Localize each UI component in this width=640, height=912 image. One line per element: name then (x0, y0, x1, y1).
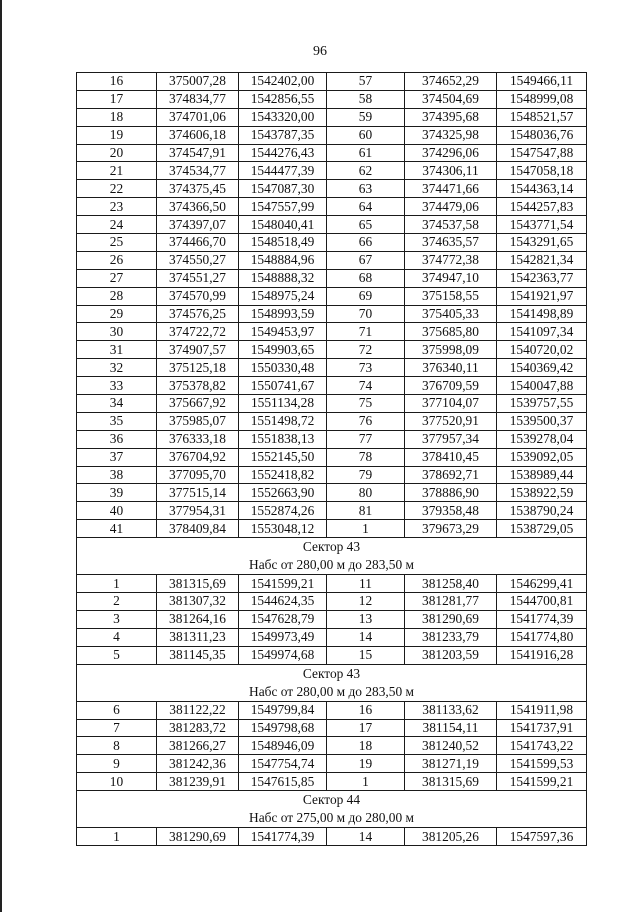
table-row (77, 90, 587, 108)
point-number-cell: 57 (327, 73, 405, 91)
x-coordinate-cell: 381239,91 (157, 773, 239, 791)
sector-header-row (77, 664, 587, 683)
y-coordinate-cell: 1548521,57 (497, 108, 587, 126)
y-coordinate-cell: 1548946,09 (239, 737, 327, 755)
point-number-cell: 60 (327, 126, 405, 144)
point-number-cell: 9 (77, 755, 157, 773)
y-coordinate-cell: 1553048,12 (239, 520, 327, 538)
point-number-cell: 28 (77, 287, 157, 305)
point-number-cell: 39 (77, 484, 157, 502)
y-coordinate-cell: 1548518,49 (239, 234, 327, 252)
point-number-cell: 2 (77, 593, 157, 611)
x-coordinate-cell: 374834,77 (157, 90, 239, 108)
point-number-cell: 12 (327, 593, 405, 611)
point-number-cell: 4 (77, 628, 157, 646)
point-number-cell: 27 (77, 269, 157, 287)
table-row (77, 251, 587, 269)
y-coordinate-cell: 1544477,39 (239, 162, 327, 180)
x-coordinate-cell: 374537,58 (405, 216, 497, 234)
y-coordinate-cell: 1548036,76 (497, 126, 587, 144)
point-number-cell: 24 (77, 216, 157, 234)
point-number-cell: 14 (327, 828, 405, 846)
x-coordinate-cell: 374395,68 (405, 108, 497, 126)
x-coordinate-cell: 376333,18 (157, 430, 239, 448)
table-row (77, 73, 587, 91)
y-coordinate-cell: 1539500,37 (497, 412, 587, 430)
table-row (77, 341, 587, 359)
x-coordinate-cell: 381258,40 (405, 575, 497, 593)
y-coordinate-cell: 1548975,24 (239, 287, 327, 305)
y-coordinate-cell: 1551838,13 (239, 430, 327, 448)
point-number-cell: 26 (77, 251, 157, 269)
y-coordinate-cell: 1549799,84 (239, 701, 327, 719)
sector-elevation-row (77, 683, 587, 702)
table-row (77, 269, 587, 287)
x-coordinate-cell: 374296,06 (405, 144, 497, 162)
point-number-cell: 58 (327, 90, 405, 108)
y-coordinate-cell: 1538790,24 (497, 502, 587, 520)
point-number-cell: 59 (327, 108, 405, 126)
y-coordinate-cell: 1541774,39 (239, 828, 327, 846)
y-coordinate-cell: 1549973,49 (239, 628, 327, 646)
point-number-cell: 71 (327, 323, 405, 341)
point-number-cell: 70 (327, 305, 405, 323)
table-row (77, 646, 587, 664)
y-coordinate-cell: 1550741,67 (239, 377, 327, 395)
sector-title: Сектор 44 (77, 791, 587, 810)
y-coordinate-cell: 1539092,05 (497, 448, 587, 466)
x-coordinate-cell: 377095,70 (157, 466, 239, 484)
y-coordinate-cell: 1544257,83 (497, 198, 587, 216)
sector-title: Сектор 43 (77, 538, 587, 557)
point-number-cell: 62 (327, 162, 405, 180)
table-row (77, 162, 587, 180)
x-coordinate-cell: 374907,57 (157, 341, 239, 359)
y-coordinate-cell: 1542856,55 (239, 90, 327, 108)
point-number-cell: 11 (327, 575, 405, 593)
x-coordinate-cell: 376340,11 (405, 359, 497, 377)
x-coordinate-cell: 379673,29 (405, 520, 497, 538)
table-row (77, 108, 587, 126)
point-number-cell: 69 (327, 287, 405, 305)
point-number-cell: 1 (77, 828, 157, 846)
point-number-cell: 38 (77, 466, 157, 484)
y-coordinate-cell: 1541097,34 (497, 323, 587, 341)
x-coordinate-cell: 381283,72 (157, 719, 239, 737)
x-coordinate-cell: 381281,77 (405, 593, 497, 611)
y-coordinate-cell: 1547557,99 (239, 198, 327, 216)
table-row (77, 216, 587, 234)
x-coordinate-cell: 377957,34 (405, 430, 497, 448)
x-coordinate-cell: 374652,29 (405, 73, 497, 91)
y-coordinate-cell: 1541921,97 (497, 287, 587, 305)
point-number-cell: 63 (327, 180, 405, 198)
y-coordinate-cell: 1547058,18 (497, 162, 587, 180)
point-number-cell: 7 (77, 719, 157, 737)
point-number-cell: 73 (327, 359, 405, 377)
y-coordinate-cell: 1549798,68 (239, 719, 327, 737)
point-number-cell: 41 (77, 520, 157, 538)
y-coordinate-cell: 1549974,68 (239, 646, 327, 664)
x-coordinate-cell: 374504,69 (405, 90, 497, 108)
point-number-cell: 36 (77, 430, 157, 448)
y-coordinate-cell: 1541498,89 (497, 305, 587, 323)
point-number-cell: 19 (327, 755, 405, 773)
point-number-cell: 34 (77, 395, 157, 413)
y-coordinate-cell: 1547628,79 (239, 610, 327, 628)
table-row (77, 755, 587, 773)
y-coordinate-cell: 1543787,35 (239, 126, 327, 144)
x-coordinate-cell: 374366,50 (157, 198, 239, 216)
table-row (77, 828, 587, 846)
table-row (77, 719, 587, 737)
point-number-cell: 25 (77, 234, 157, 252)
point-number-cell: 18 (77, 108, 157, 126)
point-number-cell: 75 (327, 395, 405, 413)
x-coordinate-cell: 375985,07 (157, 412, 239, 430)
x-coordinate-cell: 381290,69 (405, 610, 497, 628)
y-coordinate-cell: 1541599,53 (497, 755, 587, 773)
table-row (77, 520, 587, 538)
x-coordinate-cell: 378410,45 (405, 448, 497, 466)
sector-title: Сектор 43 (77, 664, 587, 683)
point-number-cell: 72 (327, 341, 405, 359)
point-number-cell: 78 (327, 448, 405, 466)
table-row (77, 610, 587, 628)
y-coordinate-cell: 1538729,05 (497, 520, 587, 538)
x-coordinate-cell: 381242,36 (157, 755, 239, 773)
point-number-cell: 19 (77, 126, 157, 144)
y-coordinate-cell: 1539278,04 (497, 430, 587, 448)
y-coordinate-cell: 1542363,77 (497, 269, 587, 287)
table-row (77, 144, 587, 162)
x-coordinate-cell: 375685,80 (405, 323, 497, 341)
y-coordinate-cell: 1551134,28 (239, 395, 327, 413)
point-number-cell: 13 (327, 610, 405, 628)
x-coordinate-cell: 374479,06 (405, 198, 497, 216)
table-row (77, 773, 587, 791)
table-row (77, 323, 587, 341)
table-row (77, 737, 587, 755)
y-coordinate-cell: 1547615,85 (239, 773, 327, 791)
y-coordinate-cell: 1541743,22 (497, 737, 587, 755)
y-coordinate-cell: 1551498,72 (239, 412, 327, 430)
y-coordinate-cell: 1543320,00 (239, 108, 327, 126)
y-coordinate-cell: 1540369,42 (497, 359, 587, 377)
point-number-cell: 77 (327, 430, 405, 448)
x-coordinate-cell: 381315,69 (157, 575, 239, 593)
point-number-cell: 21 (77, 162, 157, 180)
y-coordinate-cell: 1542821,34 (497, 251, 587, 269)
x-coordinate-cell: 381240,52 (405, 737, 497, 755)
point-number-cell: 16 (327, 701, 405, 719)
x-coordinate-cell: 377520,91 (405, 412, 497, 430)
table-row (77, 377, 587, 395)
table-row (77, 593, 587, 611)
table-row (77, 395, 587, 413)
table-row (77, 628, 587, 646)
point-number-cell: 10 (77, 773, 157, 791)
point-number-cell: 30 (77, 323, 157, 341)
scan-edge (0, 0, 2, 912)
point-number-cell: 6 (77, 701, 157, 719)
sector-elevation-range: Набс от 275,00 м до 280,00 м (77, 809, 587, 828)
x-coordinate-cell: 381203,59 (405, 646, 497, 664)
table-row (77, 502, 587, 520)
x-coordinate-cell: 377104,07 (405, 395, 497, 413)
table-row (77, 701, 587, 719)
table-row (77, 448, 587, 466)
table-row (77, 430, 587, 448)
y-coordinate-cell: 1544624,35 (239, 593, 327, 611)
x-coordinate-cell: 381122,22 (157, 701, 239, 719)
point-number-cell: 1 (327, 520, 405, 538)
sector-elevation-range: Набс от 280,00 м до 283,50 м (77, 556, 587, 575)
y-coordinate-cell: 1544700,81 (497, 593, 587, 611)
x-coordinate-cell: 378692,71 (405, 466, 497, 484)
y-coordinate-cell: 1547597,36 (497, 828, 587, 846)
point-number-cell: 22 (77, 180, 157, 198)
y-coordinate-cell: 1547087,30 (239, 180, 327, 198)
x-coordinate-cell: 374534,77 (157, 162, 239, 180)
x-coordinate-cell: 377515,14 (157, 484, 239, 502)
point-number-cell: 35 (77, 412, 157, 430)
point-number-cell: 67 (327, 251, 405, 269)
x-coordinate-cell: 381154,11 (405, 719, 497, 737)
point-number-cell: 37 (77, 448, 157, 466)
y-coordinate-cell: 1549903,65 (239, 341, 327, 359)
sector-header-row (77, 791, 587, 810)
x-coordinate-cell: 374947,10 (405, 269, 497, 287)
x-coordinate-cell: 374551,27 (157, 269, 239, 287)
point-number-cell: 20 (77, 144, 157, 162)
x-coordinate-cell: 375667,92 (157, 395, 239, 413)
x-coordinate-cell: 374635,57 (405, 234, 497, 252)
point-number-cell: 33 (77, 377, 157, 395)
x-coordinate-cell: 375125,18 (157, 359, 239, 377)
table-row (77, 198, 587, 216)
table-row (77, 234, 587, 252)
y-coordinate-cell: 1552874,26 (239, 502, 327, 520)
y-coordinate-cell: 1541599,21 (497, 773, 587, 791)
y-coordinate-cell: 1546299,41 (497, 575, 587, 593)
point-number-cell: 74 (327, 377, 405, 395)
x-coordinate-cell: 381315,69 (405, 773, 497, 791)
y-coordinate-cell: 1549453,97 (239, 323, 327, 341)
x-coordinate-cell: 374606,18 (157, 126, 239, 144)
y-coordinate-cell: 1543291,65 (497, 234, 587, 252)
x-coordinate-cell: 374722,72 (157, 323, 239, 341)
point-number-cell: 61 (327, 144, 405, 162)
x-coordinate-cell: 374550,27 (157, 251, 239, 269)
point-number-cell: 15 (327, 646, 405, 664)
x-coordinate-cell: 374772,38 (405, 251, 497, 269)
point-number-cell: 66 (327, 234, 405, 252)
y-coordinate-cell: 1548888,32 (239, 269, 327, 287)
table-row (77, 575, 587, 593)
y-coordinate-cell: 1541911,98 (497, 701, 587, 719)
y-coordinate-cell: 1548040,41 (239, 216, 327, 234)
y-coordinate-cell: 1548884,96 (239, 251, 327, 269)
point-number-cell: 32 (77, 359, 157, 377)
point-number-cell: 3 (77, 610, 157, 628)
x-coordinate-cell: 376709,59 (405, 377, 497, 395)
y-coordinate-cell: 1540720,02 (497, 341, 587, 359)
y-coordinate-cell: 1539757,55 (497, 395, 587, 413)
y-coordinate-cell: 1538922,59 (497, 484, 587, 502)
point-number-cell: 76 (327, 412, 405, 430)
x-coordinate-cell: 381205,26 (405, 828, 497, 846)
point-number-cell: 81 (327, 502, 405, 520)
x-coordinate-cell: 374375,45 (157, 180, 239, 198)
point-number-cell: 17 (327, 719, 405, 737)
table-row (77, 287, 587, 305)
x-coordinate-cell: 374471,66 (405, 180, 497, 198)
point-number-cell: 23 (77, 198, 157, 216)
point-number-cell: 5 (77, 646, 157, 664)
point-number-cell: 17 (77, 90, 157, 108)
y-coordinate-cell: 1538989,44 (497, 466, 587, 484)
x-coordinate-cell: 375405,33 (405, 305, 497, 323)
y-coordinate-cell: 1543771,54 (497, 216, 587, 234)
point-number-cell: 8 (77, 737, 157, 755)
point-number-cell: 18 (327, 737, 405, 755)
y-coordinate-cell: 1550330,48 (239, 359, 327, 377)
sector-header-row (77, 538, 587, 557)
point-number-cell: 80 (327, 484, 405, 502)
table-row (77, 359, 587, 377)
x-coordinate-cell: 381307,32 (157, 593, 239, 611)
x-coordinate-cell: 378409,84 (157, 520, 239, 538)
y-coordinate-cell: 1547547,88 (497, 144, 587, 162)
y-coordinate-cell: 1541774,80 (497, 628, 587, 646)
sector-elevation-row (77, 556, 587, 575)
x-coordinate-cell: 374570,99 (157, 287, 239, 305)
x-coordinate-cell: 375998,09 (405, 341, 497, 359)
x-coordinate-cell: 374325,98 (405, 126, 497, 144)
x-coordinate-cell: 374466,70 (157, 234, 239, 252)
table-row (77, 180, 587, 198)
x-coordinate-cell: 381290,69 (157, 828, 239, 846)
x-coordinate-cell: 375378,82 (157, 377, 239, 395)
y-coordinate-cell: 1544363,14 (497, 180, 587, 198)
y-coordinate-cell: 1541737,91 (497, 719, 587, 737)
x-coordinate-cell: 375007,28 (157, 73, 239, 91)
table-row (77, 126, 587, 144)
y-coordinate-cell: 1552418,82 (239, 466, 327, 484)
point-number-cell: 65 (327, 216, 405, 234)
page-number: 96 (313, 44, 327, 59)
x-coordinate-cell: 381145,35 (157, 646, 239, 664)
x-coordinate-cell: 381266,27 (157, 737, 239, 755)
x-coordinate-cell: 381271,19 (405, 755, 497, 773)
y-coordinate-cell: 1547754,74 (239, 755, 327, 773)
table-row (77, 484, 587, 502)
x-coordinate-cell: 377954,31 (157, 502, 239, 520)
y-coordinate-cell: 1542402,00 (239, 73, 327, 91)
x-coordinate-cell: 381264,16 (157, 610, 239, 628)
y-coordinate-cell: 1541774,39 (497, 610, 587, 628)
y-coordinate-cell: 1552145,50 (239, 448, 327, 466)
point-number-cell: 16 (77, 73, 157, 91)
y-coordinate-cell: 1544276,43 (239, 144, 327, 162)
point-number-cell: 40 (77, 502, 157, 520)
x-coordinate-cell: 374576,25 (157, 305, 239, 323)
x-coordinate-cell: 374397,07 (157, 216, 239, 234)
x-coordinate-cell: 381311,23 (157, 628, 239, 646)
point-number-cell: 68 (327, 269, 405, 287)
y-coordinate-cell: 1548999,08 (497, 90, 587, 108)
x-coordinate-cell: 374306,11 (405, 162, 497, 180)
x-coordinate-cell: 375158,55 (405, 287, 497, 305)
x-coordinate-cell: 381233,79 (405, 628, 497, 646)
sector-elevation-row (77, 809, 587, 828)
point-number-cell: 29 (77, 305, 157, 323)
sector-elevation-range: Набс от 280,00 м до 283,50 м (77, 683, 587, 702)
point-number-cell: 64 (327, 198, 405, 216)
x-coordinate-cell: 378886,90 (405, 484, 497, 502)
coordinates-table (76, 72, 587, 846)
table-row (77, 466, 587, 484)
point-number-cell: 14 (327, 628, 405, 646)
table-row (77, 305, 587, 323)
x-coordinate-cell: 381133,62 (405, 701, 497, 719)
y-coordinate-cell: 1541916,28 (497, 646, 587, 664)
x-coordinate-cell: 374701,06 (157, 108, 239, 126)
x-coordinate-cell: 376704,92 (157, 448, 239, 466)
y-coordinate-cell: 1549466,11 (497, 73, 587, 91)
x-coordinate-cell: 379358,48 (405, 502, 497, 520)
point-number-cell: 79 (327, 466, 405, 484)
y-coordinate-cell: 1548993,59 (239, 305, 327, 323)
y-coordinate-cell: 1552663,90 (239, 484, 327, 502)
point-number-cell: 31 (77, 341, 157, 359)
point-number-cell: 1 (77, 575, 157, 593)
x-coordinate-cell: 374547,91 (157, 144, 239, 162)
y-coordinate-cell: 1541599,21 (239, 575, 327, 593)
y-coordinate-cell: 1540047,88 (497, 377, 587, 395)
point-number-cell: 1 (327, 773, 405, 791)
table-row (77, 412, 587, 430)
